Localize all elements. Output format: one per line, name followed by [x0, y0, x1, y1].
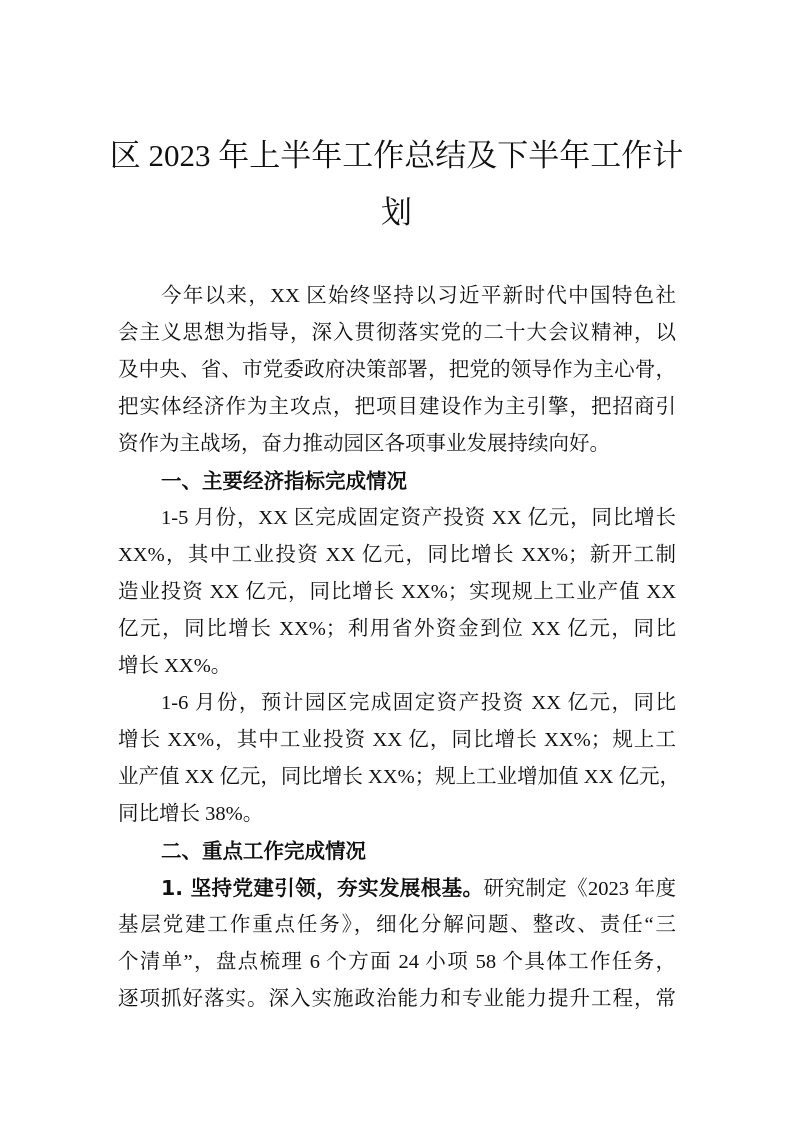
text-line: 今年以来，XX 区始终坚持以习近平新时代中国特色社 [161, 285, 676, 307]
text-line [118, 870, 676, 907]
text-line: 业产值 XX 亿元，同比增长 XX%；规上工业增加值 XX 亿元， [118, 766, 681, 788]
text-line: 逐项抓好落实。深入实施政治能力和专业能力提升工程，常 [118, 988, 676, 1010]
text-line: 亿元，同比增长 XX%；利用省外资金到位 XX 亿元，同比 [118, 618, 676, 640]
section-heading-2: 二、重点工作完成情况 [161, 839, 366, 863]
text-line: 基层党建工作重点任务》，细化分解问题、整改、责任“三 [118, 914, 676, 936]
document-title [100, 127, 693, 241]
text-line: 造业投资 XX 亿元，同比增长 XX%；实现规上工业产值 XX [118, 581, 676, 603]
section-heading-1: 一、主要经济指标完成情况 [161, 469, 407, 493]
item-1-first-text: 研究制定《2023 年度 [483, 878, 676, 900]
text-line: 及中央、省、市党委政府决策部署，把党的领导作为主心骨， [118, 359, 676, 381]
paragraph-1-5 [118, 500, 676, 685]
item-1-lead: 1. 坚持党建引领，夯实发展根基。 [161, 876, 484, 900]
intro-paragraph [118, 278, 676, 463]
text-line: 1-6 月份，预计园区完成固定资产投资 XX 亿元，同比 [161, 692, 676, 714]
text-line: 同比增长 38%。 [118, 803, 264, 825]
text-line: 增长 XX%，其中工业投资 XX 亿，同比增长 XX%；规上工 [118, 729, 676, 751]
text-line: 资作为主战场，奋力推动园区各项事业发展持续向好。 [118, 433, 610, 455]
text-line: 会主义思想为指导，深入贯彻落实党的二十大会议精神，以 [118, 322, 676, 344]
title-line-1: 区 2023 年上半年工作总结及下半年工作计 [109, 138, 684, 173]
document-body [118, 278, 681, 1018]
text-line: 1-5 月份，XX 区完成固定资产投资 XX 亿元，同比增长 [161, 507, 676, 529]
text-line: 个清单”，盘点梳理 6 个方面 24 小项 58 个具体工作任务， [118, 951, 676, 973]
paragraph-1-6 [118, 685, 681, 833]
title-line-2: 划 [381, 195, 412, 230]
text-line: XX%，其中工业投资 XX 亿元，同比增长 XX%；新开工制 [118, 544, 676, 566]
item-1-paragraph [118, 870, 676, 1018]
text-line: 把实体经济作为主攻点，把项目建设作为主引擎，把招商引 [118, 396, 676, 418]
text-line: 增长 XX%。 [118, 655, 232, 677]
